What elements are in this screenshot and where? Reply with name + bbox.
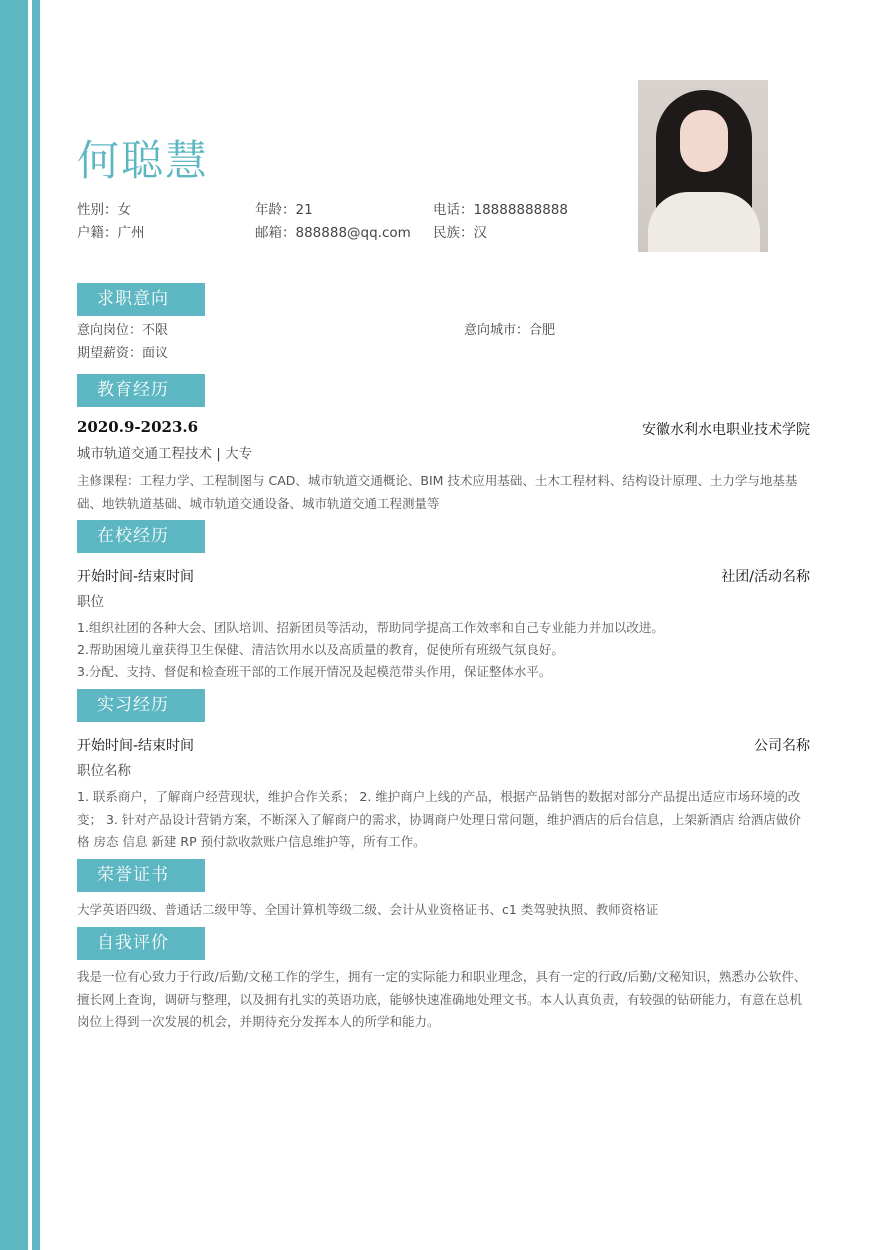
campus-item: 3.分配、支持、督促和检查班干部的工作展开情况及起模范带头作用，保证整体水平。 bbox=[77, 664, 552, 679]
section-header-self: 自我评价 bbox=[77, 927, 205, 960]
section-header-campus: 在校经历 bbox=[77, 520, 205, 553]
profile-photo bbox=[638, 80, 768, 252]
intent-city: 意向城市：合肥 bbox=[464, 323, 556, 338]
self-evaluation-text: 我是一位有心致力于行政/后勤/文秘工作的学生，拥有一定的实际能力和职业理念，具有一定的行政/后勤/文秘知识，熟悉办公软件、擅长网上查询，调研与整理，以及拥有扎实的英语功底，能够快速准确地处理文书。本人认真负责，有较强的钻研能力，有意在总机岗位上得到一次发展的机会，并期待充分发挥本人的所学和能力。 bbox=[77, 969, 807, 1029]
candidate-name: 何聪慧 bbox=[77, 136, 210, 185]
intent-salary: 期望薪资：面议 bbox=[77, 346, 169, 361]
internship-description: 1. 联系商户，了解商户经营现状，维护合作关系； 2. 维护商户上线的产品，根据产品销售的数据对部分产品提出适应市场环境的改变； 3. 针对产品设计营销方案，不断深入了解商户的需求，协调商户处理日常问题，维护酒店的后台信息，上架新酒店 给酒店做价格 房态 信息 新建 RP 预付款收款账户信息维护等，所有工作。 bbox=[77, 789, 801, 849]
campus-item: 2.帮助困境儿童获得卫生保健、清洁饮用水以及高质量的教育，促使所有班级气氛良好。 bbox=[77, 642, 564, 657]
education-school: 安徽水利水电职业技术学院 bbox=[642, 422, 810, 438]
ethnicity: 民族：汉 bbox=[433, 225, 487, 241]
education-major: 城市轨道交通工程技术 | 大专 bbox=[77, 446, 253, 462]
section-header-intent: 求职意向 bbox=[77, 283, 205, 316]
gender: 性别：女 bbox=[77, 202, 131, 218]
age: 年龄：21 bbox=[255, 202, 313, 218]
campus-role: 职位 bbox=[77, 594, 104, 610]
hometown: 户籍：广州 bbox=[77, 225, 145, 241]
education-courses: 主修课程：工程力学、工程制图与 CAD、城市轨道交通概论、BIM 技术应用基础、土木工程材料、结构设计原理、土力学与地基基础、地铁轨道基础、城市轨道交通设备、城市轨道交通工程测量等 bbox=[77, 473, 798, 511]
decorative-stripe bbox=[32, 0, 40, 1250]
phone: 电话：18888888888 bbox=[433, 202, 568, 218]
education-period: 2020.9-2023.6 bbox=[77, 418, 199, 436]
campus-period: 开始时间-结束时间 bbox=[77, 569, 195, 585]
campus-org: 社团/活动名称 bbox=[721, 569, 810, 585]
campus-item: 1.组织社团的各种大会、团队培训、招新团员等活动，帮助同学提高工作效率和自己专业能力并加以改进。 bbox=[77, 620, 664, 635]
internship-company: 公司名称 bbox=[754, 738, 810, 754]
decorative-stripe bbox=[0, 0, 28, 1250]
intent-position: 意向岗位：不限 bbox=[77, 323, 169, 338]
section-header-internship: 实习经历 bbox=[77, 689, 205, 722]
internship-period: 开始时间-结束时间 bbox=[77, 738, 195, 754]
email: 邮箱：888888@qq.com bbox=[255, 225, 411, 241]
honors-text: 大学英语四级、普通话二级甲等、全国计算机等级二级、会计从业资格证书、c1 类驾驶执照、教师资格证 bbox=[77, 902, 659, 917]
internship-role: 职位名称 bbox=[77, 763, 131, 779]
section-header-honors: 荣誉证书 bbox=[77, 859, 205, 892]
section-header-education: 教育经历 bbox=[77, 374, 205, 407]
